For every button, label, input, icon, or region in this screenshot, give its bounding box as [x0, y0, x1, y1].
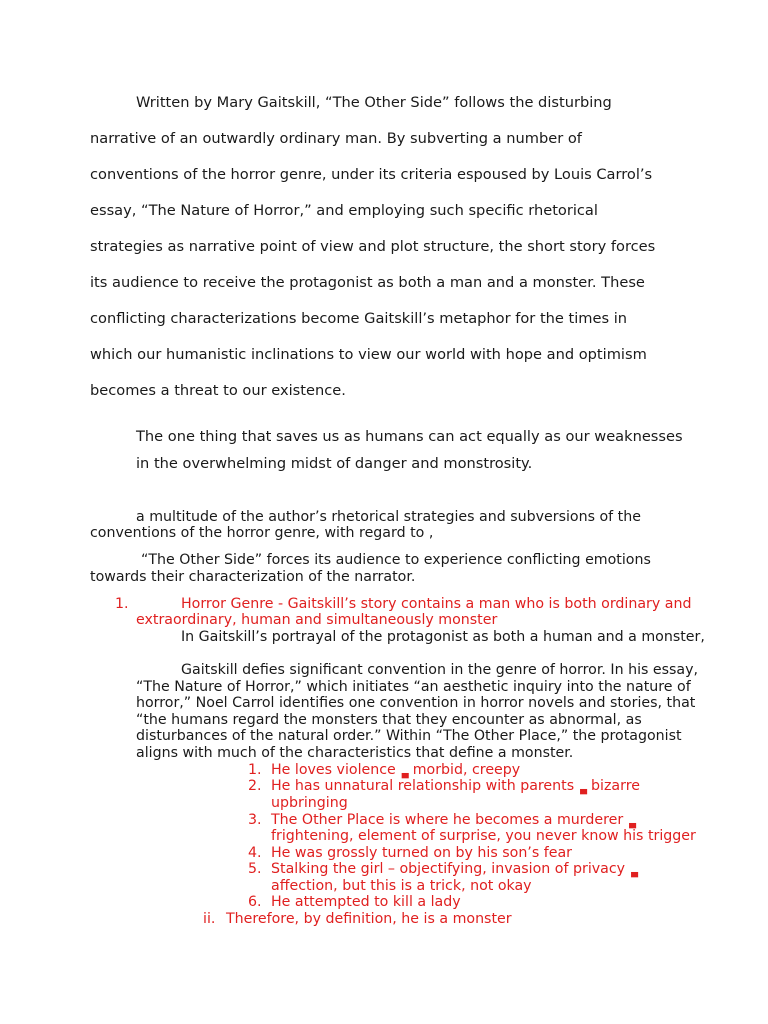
outline-item-1-line-2: extraordinary, human and simultaneously monster [136, 612, 498, 628]
para-line-2: “The Nature of Horror,” which initiates “an aesthetic inquiry into the nature of [136, 679, 691, 695]
point-4-text: He was grossly turned on by his son’s fear [271, 845, 572, 861]
point-1-number: 1. [248, 762, 262, 778]
point-6-number: 6. [248, 894, 262, 910]
intro-line-4: essay, “The Nature of Horror,” and employing such specific rhetorical [90, 202, 598, 219]
para-line-6: aligns with much of the characteristics that define a monster. [136, 745, 574, 761]
point-5-cont: affection, but this is a trick, not okay [271, 878, 532, 894]
conclusion-text: Therefore, by definition, he is a monster [226, 911, 512, 927]
outline-sub-line: In Gaitskill’s portrayal of the protagonist as both a human and a monster, [181, 629, 705, 645]
para-line-5: disturbances of the natural order.” Within “The Other Place,” the protagonist [136, 728, 682, 744]
arrow-icon: ▄ [580, 785, 588, 795]
quote-line-2: in the overwhelming midst of danger and monstrosity. [136, 455, 533, 472]
arrow-icon: ▄ [401, 769, 409, 779]
outline-item-1-number: 1. [115, 596, 129, 612]
point-2-after: bizarre [591, 778, 640, 794]
intro-line-8: which our humanistic inclinations to view our world with hope and optimism [90, 346, 647, 363]
point-1-text: He loves violence [271, 762, 396, 778]
note1-line-2: conventions of the horror genre, with regard to , [90, 525, 434, 541]
point-3-number: 3. [248, 812, 262, 828]
para-line-3: horror,” Noel Carrol identifies one convention in horror novels and stories, that [136, 695, 696, 711]
arrow-icon: ▄ [631, 868, 638, 878]
note2-line-2: towards their characterization of the narrator. [90, 569, 416, 585]
point-5-text: Stalking the girl – objectifying, invasion of privacy [271, 861, 626, 877]
point-5-number: 5. [248, 861, 262, 877]
point-6-text: He attempted to kill a lady [271, 894, 461, 910]
outline-item-1-line-1: Horror Genre - Gaitskill’s story contains a man who is both ordinary and [181, 596, 692, 612]
intro-line-5: strategies as narrative point of view and plot structure, the short story forces [90, 238, 656, 255]
intro-line-3: conventions of the horror genre, under its criteria espoused by Louis Carrol’s [90, 166, 653, 183]
intro-line-1: Written by Mary Gaitskill, “The Other Side” follows the disturbing [136, 94, 612, 111]
quote-line-1: The one thing that saves us as humans can act equally as our weaknesses [136, 428, 683, 445]
intro-line-2: narrative of an outwardly ordinary man. By subverting a number of [90, 130, 582, 147]
note2-line-1: “The Other Side” forces its audience to experience conflicting emotions [141, 552, 651, 568]
arrow-icon: ▄ [629, 819, 637, 829]
para-line-1: Gaitskill defies significant convention in the genre of horror. In his essay, [181, 662, 699, 678]
point-4-number: 4. [248, 845, 262, 861]
para-line-4: “the humans regard the monsters that they encounter as abnormal, as [136, 712, 642, 728]
point-3-cont: frightening, element of surprise, you never know his trigger [271, 828, 696, 844]
intro-line-6: its audience to receive the protagonist as both a man and a monster. These [90, 274, 645, 291]
point-2-text: He has unnatural relationship with parents [271, 778, 575, 794]
intro-line-7: conflicting characterizations become Gaitskill’s metaphor for the times in [90, 310, 628, 327]
point-3-text: The Other Place is where he becomes a murderer [271, 812, 624, 828]
conclusion-number: ii. [203, 911, 216, 927]
point-2-cont: upbringing [271, 795, 348, 811]
note1-line-1: a multitude of the author’s rhetorical strategies and subversions of the [136, 509, 641, 525]
point-2-number: 2. [248, 778, 262, 794]
point-1-after: morbid, creepy [412, 762, 521, 778]
intro-line-9: becomes a threat to our existence. [90, 382, 346, 399]
